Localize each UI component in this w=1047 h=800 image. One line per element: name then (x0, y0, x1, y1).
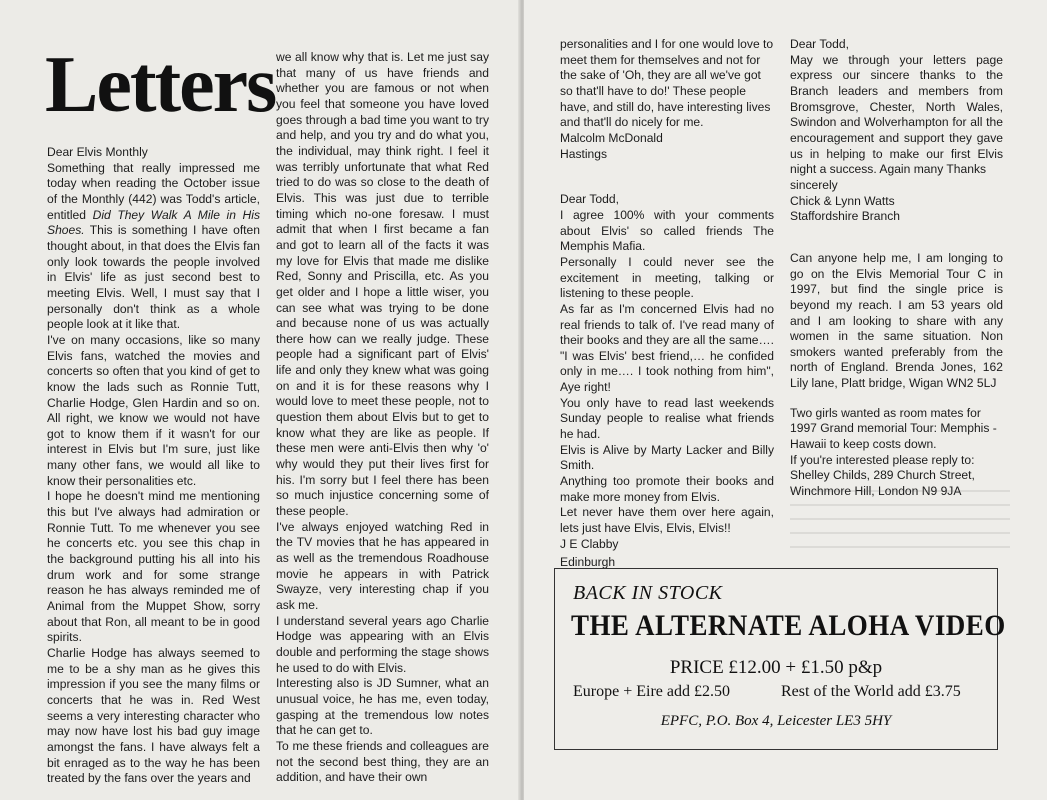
letter-paragraph: Interesting also is JD Sumner, what an unusual voice, he has me, even today, gasping at the tremendous low notes that he can get to. (276, 676, 489, 738)
letter-paragraph: To me these friends and colleagues are not the second best thing, they are an addition, and have their own (276, 738, 489, 785)
page-title: Letters (45, 41, 276, 129)
letter-greeting: Dear Elvis Monthly (47, 145, 148, 159)
signature-name: Malcolm McDonald (560, 130, 663, 145)
letter-column-1 (47, 145, 260, 787)
letter-closing: sincerely (790, 177, 838, 192)
letter-paragraph: I've always enjoyed watching Red in the TV movies that he has appeared in as well as the tremendous Roadhouse movie he appears in with Patrick Swayze, very interesting chap if you ask me. (276, 519, 489, 612)
letter-paragraph: Personally I could never see the excitement in meeting, talking or listening to these people. (560, 254, 774, 301)
notice-text: If you're interested please reply to: (790, 452, 975, 467)
signature-place: Hastings (560, 146, 608, 161)
letter-paragraph: May we through your letters page express our sincere thanks to the Branch leaders and members from Bromsgrove, Chester, North Wales, Swindon and Wolverhampton for all the encouragement and support they gave us in helping to make our first Elvis night a success. Again many Thanks (790, 52, 1003, 177)
letter-paragraph: Let never have them over here again, lets just have Elvis, Elvis, Elvis!! (560, 505, 774, 536)
advert-address: EPFC, P.O. Box 4, Leicester LE3 5HY (660, 713, 892, 729)
advert-price: PRICE £12.00 + £1.50 p&p (669, 657, 883, 678)
letter-paragraph: Elvis is Alive by Marty Lacker and Billy Smith. (560, 442, 774, 473)
paragraph-text: Something that really impressed me today when reading the October issue of the Monthly (442) was Todd's article, entitled (47, 160, 260, 222)
letter-paragraph: we all know why that is. Let me just say that many of us have friends and whether you are famous or not when you feel that someone you have loved goes through a bad time you want to try and help, and you try and do what you, the individual, may think right. I feel it was terribly unfortunate that what Red tried to do was so close to the death of Elvis. This was just due to terrible timing which no-one foresaw. I must admit that when I first became a fan and got to learn all of the facts it was my love for Elvis that made me dislike Red, Sonny and Priscilla, etc. As you get older and I hope a little wiser, you can see what was trying to be done and because none of us was actually there how can we really judge. These people had a significant part of Elvis' life and only they knew what was going on and it is for these reasons why I would love to meet these people, not to question them about Elvis but to get to know what they are like as people. If these men were anti-Elvis then why 'o' why would they put their lives first for his. I'm sorry but I feel there has been so much injustice concerning some of these people. (276, 50, 489, 519)
signature-name: J E Clabby (560, 536, 619, 551)
letter-paragraph: I've on many occasions, like so many Elvis fans, watched the movies and concerts so often that you kind of get to know the lads such as Ronnie Tutt, Charlie Hodge, Glen Hardin and so on. All right, we know we would not have got to know them if it wasn't for our interest in Elvis but I'm sure, just like many other fans, we would all like to know their personalities etc. (47, 332, 260, 488)
letter-column-4 (790, 37, 1003, 500)
advert-world-price: Rest of the World add £3.75 (781, 683, 961, 700)
advert-kicker: BACK IN STOCK (573, 582, 723, 604)
notice-address: Winchmore Hill, London N9 9JA (790, 484, 962, 499)
letter-paragraph: I agree 100% with your comments about Elvis' so called friends The Memphis Mafia. (560, 207, 774, 254)
letter-paragraph: You only have to read last weekends Sunday people to realise what friends he had. (560, 395, 774, 442)
letter-paragraph: I hope he doesn't mind me mentioning this but I've always had admiration or Ronnie Tutt. To me whenever you see he concerts etc. you see this chap in the background putting his all into his drum work and for some strange reason he has always reminded me of Animal from the Muppet Show, sorry about that Ron, all meant to be in good spirits. (47, 489, 260, 645)
notice-address: Shelley Childs, 289 Church Street, (790, 468, 975, 483)
letter-greeting: Dear Todd, (790, 37, 849, 51)
letter-greeting: Dear Todd, (560, 192, 619, 207)
article-title: Did They Walk A Mile in His Shoes. (47, 207, 261, 238)
letter-paragraph: Charlie Hodge has always seemed to me to be a shy man as he gives this impression if you see the many films or concerts that he was in. Red West seems a very interesting character who may now have lost his bad guy image amongst the fans. I have always felt a bit enraged as to the way he has been treated by the fans over the years and (47, 646, 260, 786)
letter-column-2 (276, 50, 489, 786)
advert-europe-price: Europe + Eire add £2.50 (573, 683, 730, 700)
letter-column-3 (560, 37, 774, 571)
letter-paragraph: Anything too promote their books and make more money from Elvis. (560, 474, 774, 504)
signature-place: Edinburgh (560, 555, 616, 570)
advert-box (554, 568, 1006, 750)
notice-text: Can anyone help me, I am longing to go on the Elvis Memorial Tour C in 1997, but find the single price is beyond my reach. I am 53 years old and I am looking to share with any women in the same situation. Non smokers wanted preferably from the north of England. Brenda Jones, 162 Lily lane, Platt bridge, Wigan WN2 5LJ (790, 250, 1003, 391)
signature-place: Staffordshire Branch (790, 209, 901, 224)
advert-headline: THE ALTERNATE ALOHA VIDEO (571, 609, 1006, 642)
letter-paragraph: I understand several years ago Charlie Hodge was appearing with an Elvis double and performing the stage shows he used to do with Elvis. (276, 613, 489, 675)
signature-name: Chick & Lynn Watts (790, 193, 895, 208)
paragraph-text: This is something I have often thought about, in that does the Elvis fan only look towards the people involved in Elvis' life as just second best to meeting Elvis. Well, I must say that I personally don't think as a whole people look at it like that. (47, 223, 260, 332)
letter-paragraph: As far as I'm concerned Elvis had no real friends to talk of. I've read many of their books and they are all the same…. "I was Elvis' best friend,… he confided only in me…. I took nothing from him", Aye right! (560, 301, 774, 395)
notice-text: Two girls wanted as room mates for 1997 Grand memorial Tour: Memphis - Hawaii to keep costs down. (790, 405, 997, 452)
letter-paragraph (47, 161, 260, 333)
letter-paragraph: personalities and I for one would love to meet them for themselves and not for the sake of 'Oh, they are all we've got so that'll have to do!' These people have, and still do, have interesting lives and that'll do nicely for me. (560, 37, 774, 130)
show-through-print (790, 490, 1010, 550)
